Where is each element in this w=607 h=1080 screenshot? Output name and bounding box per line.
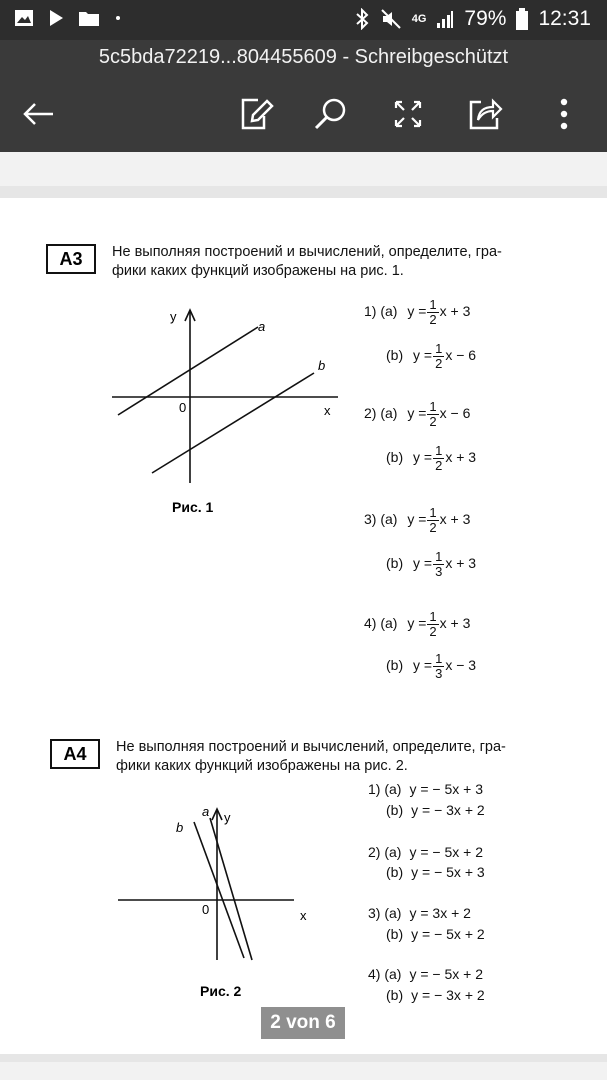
figure-1 (108, 305, 348, 485)
fraction-numerator: 1 (429, 399, 437, 414)
task-a3-option (364, 298, 470, 327)
task-a3-option (386, 342, 476, 371)
option-number: (b) (386, 657, 407, 674)
figure-1-line-a (118, 327, 258, 415)
option-rhs: x + 3 (439, 303, 471, 320)
option-lhs: y = (407, 405, 427, 422)
task-label-a3: A3 (46, 244, 96, 274)
figure-2-caption: Рис. 2 (200, 983, 242, 999)
task-a4-option (386, 926, 485, 942)
figure-1-origin-label: 0 (179, 400, 187, 415)
option-number: 1) (a) (364, 303, 402, 320)
edit-icon (238, 96, 274, 132)
page-indicator: 2 von 6 (261, 1007, 345, 1039)
option-lhs: y = (413, 657, 433, 674)
image-icon (14, 9, 34, 27)
task-a4-text-line1: Не выполняя построений и вычислений, определите, гра- (116, 739, 506, 755)
task-a4-option (386, 864, 485, 880)
task-a3-option (364, 400, 470, 429)
option-equation: y = − 5x + 2 (409, 966, 484, 982)
task-a3-option (386, 444, 476, 473)
figure-1-y-label: y (170, 309, 177, 324)
task-a3-option (386, 652, 476, 681)
option-rhs: x − 3 (445, 657, 477, 674)
option-number: 4) (a) (364, 615, 402, 632)
option-rhs: x + 3 (445, 449, 477, 466)
edit-button[interactable] (238, 96, 274, 132)
clock: 12:31 (538, 7, 591, 30)
fullscreen-icon (390, 96, 426, 132)
fraction-denominator: 2 (435, 356, 443, 371)
option-equation: y = − 5x + 2 (409, 844, 484, 860)
fraction-denominator: 3 (435, 564, 443, 579)
fraction-numerator: 1 (429, 505, 437, 520)
option-number: (b) (386, 926, 404, 942)
figure-1-line-b (152, 373, 314, 473)
option-lhs: y = (407, 303, 427, 320)
task-a4-option (368, 905, 471, 921)
option-number: (b) (386, 555, 407, 572)
task-a3-option (386, 550, 476, 579)
option-number: (b) (386, 864, 404, 880)
status-bar (0, 0, 607, 40)
option-number: (b) (386, 802, 404, 818)
option-fraction (427, 298, 438, 327)
task-a4-text (116, 738, 506, 776)
search-icon (313, 96, 349, 132)
network-icon: 4G (411, 12, 427, 25)
fullscreen-button[interactable] (390, 96, 426, 132)
task-a4-text-line2: фики каких функций изображены на рис. 2. (116, 758, 408, 774)
figure-2-line-b (194, 822, 244, 958)
figure-2 (114, 800, 324, 965)
task-a4-option (386, 802, 485, 818)
battery-icon (516, 8, 528, 30)
page-separator-bottom (0, 1054, 607, 1062)
signal-icon (436, 9, 454, 29)
task-label-a4: A4 (50, 739, 100, 769)
option-fraction (433, 342, 444, 371)
task-a3-text (112, 243, 502, 281)
option-number: (b) (386, 987, 404, 1003)
option-number: 2) (a) (364, 405, 402, 422)
fraction-denominator: 3 (435, 666, 443, 681)
task-a3-option (364, 610, 470, 639)
fraction-numerator: 1 (435, 651, 443, 666)
task-a4-option (368, 844, 483, 860)
figure-2-y-label: y (224, 810, 231, 825)
battery-percent: 79% (464, 7, 507, 30)
option-fraction (427, 610, 438, 639)
option-equation: y = − 3x + 2 (411, 802, 485, 818)
search-button[interactable] (313, 96, 349, 132)
figure-1-caption: Рис. 1 (172, 499, 214, 515)
option-lhs: y = (413, 555, 433, 572)
back-arrow-icon (20, 96, 56, 132)
fraction-denominator: 2 (429, 414, 437, 429)
option-fraction (433, 652, 444, 681)
figure-1-a-label: a (258, 319, 266, 334)
page-separator (0, 186, 607, 198)
option-lhs: y = (407, 615, 427, 632)
share-button[interactable] (467, 96, 503, 132)
option-equation: y = − 3x + 2 (411, 987, 485, 1003)
more-options-button[interactable] (546, 96, 582, 132)
option-rhs: x + 3 (445, 555, 477, 572)
option-fraction (433, 444, 444, 473)
figure-2-b-label: b (176, 820, 184, 835)
folder-icon (78, 9, 100, 27)
fraction-numerator: 1 (435, 549, 443, 564)
option-fraction (433, 550, 444, 579)
fraction-denominator: 2 (435, 458, 443, 473)
task-a3-option (364, 506, 470, 535)
option-rhs: x + 3 (439, 511, 471, 528)
figure-2-x-label: x (300, 908, 307, 923)
share-icon (467, 96, 503, 132)
option-number: (b) (386, 347, 407, 364)
option-number: (b) (386, 449, 407, 466)
fraction-denominator: 2 (429, 624, 437, 639)
option-number: 3) (a) (364, 511, 402, 528)
figure-1-b-label: b (318, 358, 326, 373)
back-button[interactable] (20, 96, 56, 132)
more-icon (546, 96, 582, 132)
option-number: 2) (a) (368, 844, 402, 860)
title-bar (0, 40, 607, 76)
fraction-denominator: 2 (429, 520, 437, 535)
mute-icon (380, 8, 402, 30)
task-a4-option (368, 966, 483, 982)
figure-1-x-label: x (324, 403, 331, 418)
option-rhs: x − 6 (445, 347, 477, 364)
toolbar (0, 76, 607, 152)
fraction-numerator: 1 (435, 341, 443, 356)
option-lhs: y = (413, 449, 433, 466)
dot-icon (114, 9, 122, 27)
bluetooth-icon (354, 8, 370, 30)
option-equation: y = 3x + 2 (409, 905, 471, 921)
option-fraction (427, 400, 438, 429)
option-number: 3) (a) (368, 905, 402, 921)
figure-2-origin-label: 0 (202, 902, 210, 917)
fraction-numerator: 1 (435, 443, 443, 458)
fraction-numerator: 1 (429, 609, 437, 624)
option-rhs: x − 6 (439, 405, 471, 422)
option-rhs: x + 3 (439, 615, 471, 632)
option-fraction (427, 506, 438, 535)
play-icon (48, 9, 64, 27)
task-a3-text-line1: Не выполняя построений и вычислений, определите, гра- (112, 244, 502, 260)
option-equation: y = − 5x + 2 (411, 926, 485, 942)
task-a4-option (386, 987, 485, 1003)
option-equation: y = − 5x + 3 (409, 781, 484, 797)
option-lhs: y = (407, 511, 427, 528)
task-a4-option (368, 781, 483, 797)
task-a3-text-line2: фики каких функций изображены на рис. 1. (112, 263, 404, 279)
figure-2-a-label: a (202, 804, 210, 819)
fraction-numerator: 1 (429, 297, 437, 312)
option-equation: y = − 5x + 3 (411, 864, 485, 880)
fraction-denominator: 2 (429, 312, 437, 327)
option-number: 1) (a) (368, 781, 402, 797)
option-number: 4) (a) (368, 966, 402, 982)
option-lhs: y = (413, 347, 433, 364)
document-title: 5c5bda72219...804455609 - Schreibgeschützt (98, 46, 509, 68)
